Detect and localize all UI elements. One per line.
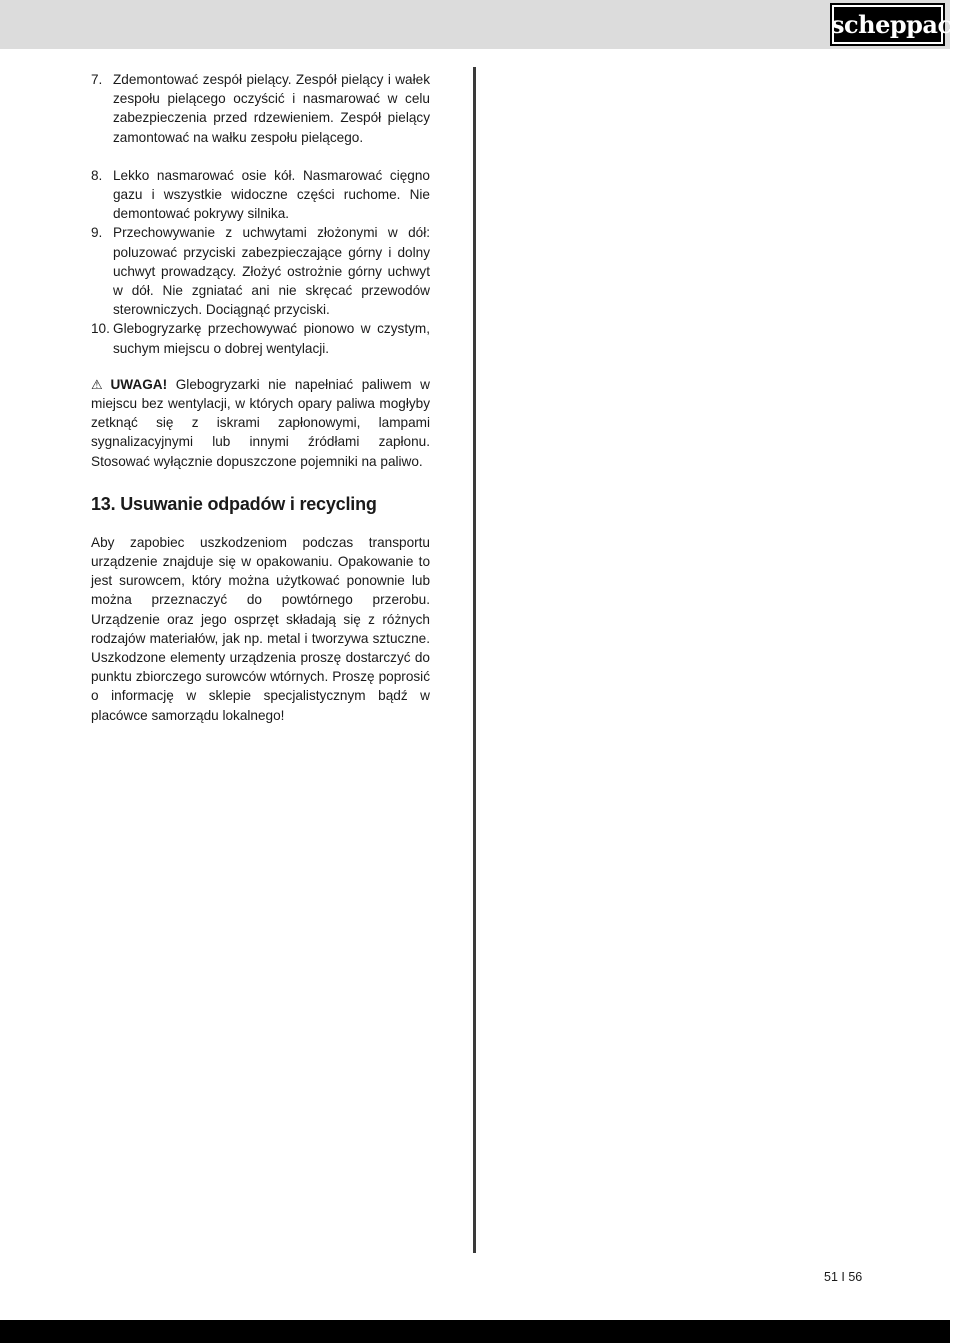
logo-text: scheppach	[831, 10, 969, 39]
warning-note	[91, 375, 430, 471]
header-bar	[0, 0, 969, 49]
section-body: Aby zapobiec uszkodzeniom podczas transportu urządzenie znajduje się w opakowaniu. Opakowanie to jest surowcem, który można użytkować ponownie lub można przeznaczyć do powtórnego przerobu. Urządzenie oraz jego osprzęt składają się z różnych rodzajów materiałów, jak np. metal i tworzywa sztuczne. Uszkodzone elementy urządzenia proszę dostarczyć do punktu zbiorczego surowców wtórnych. Proszę poprosić o informację w sklepie specjalistycznym bądź w placówce samorządu lokalnego!	[91, 534, 430, 723]
step-text: Lekko nasmarować osie kół. Nasmarować cięgno gazu i wszystkie widoczne części ruchome. Nie demontować pokrywy silnika.	[113, 167, 430, 222]
step-number: 10.	[91, 321, 110, 337]
step-number: 9.	[91, 225, 103, 241]
step-text: Przechowywanie z uchwytami złożonymi w dół: poluzować przyciski zabezpieczające górny i dolny uchwyt prowadzący. Złożyć ostrożnie górny uchwyt w dół. Nie zgniatać ani nie skręcać przewodów sterowniczych. Dociągnąć przyciski.	[113, 225, 430, 318]
section-title: 13. Usuwanie odpadów i recycling	[91, 493, 377, 514]
step-number: 8.	[91, 167, 103, 183]
warning-triangle-icon: ⚠	[91, 376, 108, 392]
maintenance-steps-list	[91, 70, 430, 358]
left-column	[91, 70, 430, 725]
list-item	[91, 70, 430, 147]
page-number: 51 I 56	[824, 1270, 863, 1284]
scheppach-logo	[830, 3, 969, 46]
list-item	[91, 166, 430, 224]
step-text: Glebogryzarkę przechowywać pionowo w czystym, suchym miejscu o dobrej wentylacji.	[113, 321, 430, 356]
list-item	[91, 319, 430, 357]
footer-bar	[0, 1320, 950, 1343]
step-number: 7.	[91, 72, 103, 87]
column-divider	[473, 67, 476, 1253]
warning-text: Glebogryzarki nie napełniać paliwem w miejscu bez wentylacji, w których opary paliwa mogłyby zetknąć się z iskrami zapłonowymi, lampami sygnalizacyjnymi lub innymi źródłami zapłonu. Stosować wyłącznie dopuszczone pojemniki na paliwo.	[91, 376, 430, 469]
warning-label: UWAGA!	[110, 376, 168, 392]
step-text: Zdemontować zespół pielący. Zespół pielący i wałek zespołu pielącego oczyścić i nasmarować w celu zabezpieczenia przed rdzewieniem. Zespół pielący zamontować na wałku zespołu pielącego.	[113, 72, 430, 145]
list-item	[91, 223, 430, 319]
